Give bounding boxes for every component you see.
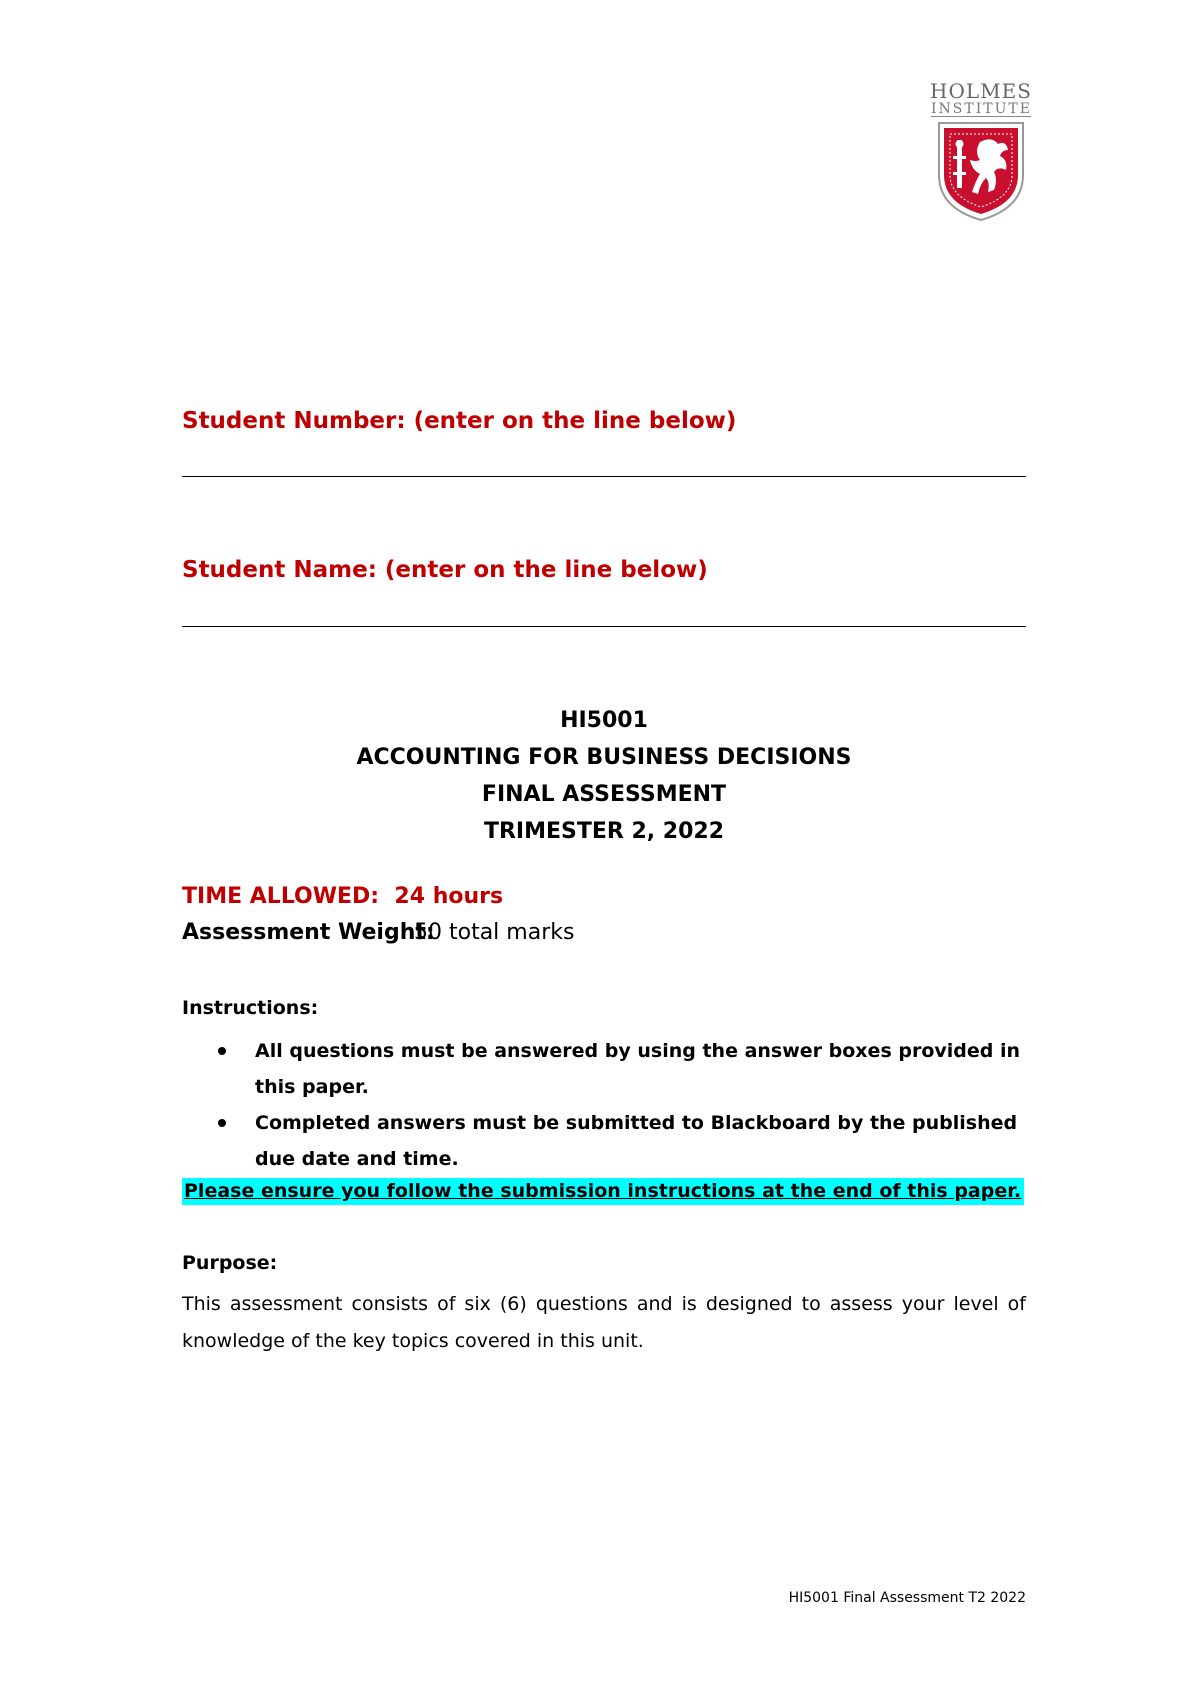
page-footer: HI5001 Final Assessment T2 2022: [788, 1590, 1026, 1606]
purpose-text: This assessment consists of six (6) questions and is designed to assess your level of knowledge of the key topics covered in this unit.: [182, 1293, 1026, 1352]
logo-word-institute: INSTITUTE: [931, 101, 1032, 117]
bullet-icon: [218, 1119, 226, 1127]
instruction-text: All questions must be answered by using the answer boxes provided in this paper.: [255, 1040, 1021, 1098]
student-name-label: Student Name: (enter on the line below): [182, 557, 708, 583]
assessment-weight-value: 50 total marks: [414, 920, 575, 945]
assessment-title: FINAL ASSESSMENT: [481, 782, 727, 807]
instructions-title: Instructions:: [182, 997, 319, 1019]
instructions-list: [182, 1033, 1026, 1177]
list-item: [182, 1033, 1026, 1105]
assessment-weight-label: Assessment Weight:: [182, 920, 435, 945]
holmes-logo: [925, 80, 1037, 230]
assessment-weight: [182, 920, 575, 945]
trimester-label: TRIMESTER 2, 2022: [483, 819, 725, 844]
griffin-shield-icon: [936, 120, 1026, 222]
student-number-label: Student Number: (enter on the line below): [182, 408, 737, 434]
student-number-entry-line[interactable]: [182, 476, 1026, 477]
bullet-icon: [218, 1047, 226, 1055]
instruction-text: Completed answers must be submitted to Blackboard by the published due date and time.: [255, 1112, 1018, 1170]
purpose-title: Purpose:: [182, 1252, 278, 1274]
list-item: [182, 1105, 1026, 1177]
submission-note: Please ensure you follow the submission instructions at the end of this paper.: [182, 1178, 1024, 1205]
title-block: [182, 702, 1026, 850]
course-code: HI5001: [560, 708, 648, 733]
time-allowed: TIME ALLOWED: 24 hours: [182, 884, 504, 909]
logo-word-holmes: HOLMES: [930, 79, 1032, 103]
student-name-entry-line[interactable]: [182, 626, 1026, 627]
course-title: ACCOUNTING FOR BUSINESS DECISIONS: [356, 745, 852, 770]
